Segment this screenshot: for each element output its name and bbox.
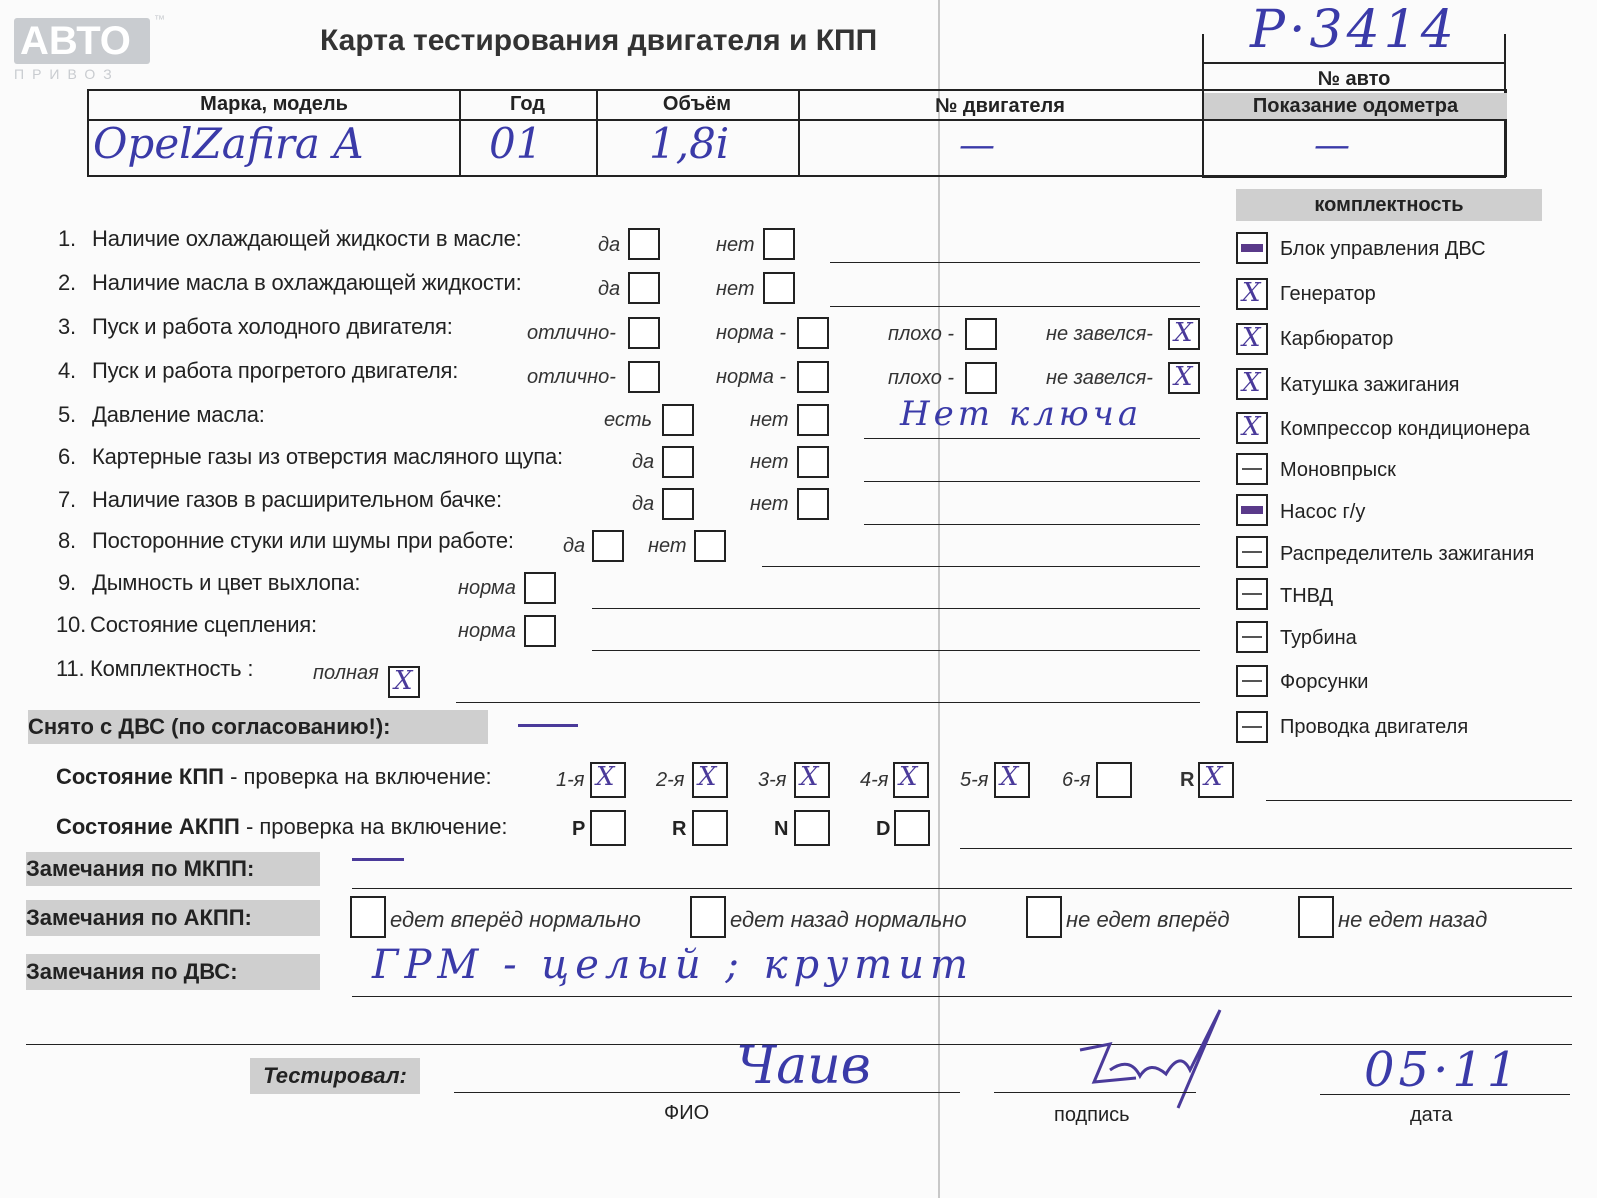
q11-polnaya-label: полная (313, 662, 379, 684)
komplekt-label-8: ТНВД (1280, 585, 1334, 607)
logo (14, 14, 165, 82)
q5-est-label: есть (604, 409, 653, 431)
q5-net-checkbox[interactable] (797, 404, 829, 436)
akpp-opt-0-checkbox[interactable] (350, 896, 386, 938)
gear-4-label: 4-я (860, 769, 889, 791)
gear-6-label: 6-я (1062, 769, 1091, 791)
q2-text: Наличие масла в охлаждающей жидкости: (92, 270, 522, 295)
q7-text: Наличие газов в расширительном бачке: (92, 487, 502, 512)
zam-mkpp-line (352, 888, 1572, 889)
q1-num: 1. (58, 226, 76, 251)
q1-net-checkbox[interactable] (763, 228, 795, 260)
komplekt-checkbox-4[interactable] (1236, 412, 1268, 444)
q3-ploho-checkbox[interactable] (965, 318, 997, 350)
q9-line (592, 608, 1200, 609)
komplekt-label-2: Карбюратор (1280, 328, 1394, 350)
q7-da-checkbox[interactable] (662, 488, 694, 520)
gear-2-label: 2-я (656, 769, 685, 791)
q3-otlichno-label: отлично- (527, 322, 616, 344)
q3-norma-checkbox[interactable] (797, 317, 829, 349)
q7-line (864, 524, 1200, 525)
gear-r-label: R (1180, 769, 1195, 791)
komplekt-label-0: Блок управления ДВС (1280, 238, 1486, 260)
q3-ne-zavelsya-label: не завелся- (1046, 323, 1153, 345)
fio-line (454, 1092, 960, 1093)
q8-line (762, 566, 1200, 567)
col-brand: Марка, модель (200, 93, 348, 115)
q3-text: Пуск и работа холодного двигателя: (92, 314, 453, 339)
komplekt-label-11: Проводка двигателя (1280, 716, 1469, 738)
page-title: Карта тестирования двигателя и КПП (320, 24, 878, 57)
akpp-label-bold: Состояние АКПП (56, 814, 240, 839)
logo-sub: ПРИВОЗ (14, 66, 120, 82)
kpp-line (1266, 800, 1572, 801)
q5-est-checkbox[interactable] (662, 404, 694, 436)
q4-text: Пуск и работа прогретого двигателя: (92, 358, 459, 383)
q10-text: Состояние сцепления: (90, 612, 317, 637)
akpp-opt-3-label: не едет назад (1338, 907, 1488, 932)
q6-line (864, 481, 1200, 482)
akpp-opt-0-label: едет вперёд нормально (390, 907, 641, 932)
komplekt-checkbox-9[interactable] (1236, 621, 1268, 653)
komplekt-checkbox-5[interactable] (1236, 453, 1268, 485)
q8-da-checkbox[interactable] (592, 530, 624, 562)
komplekt-checkbox-6[interactable] (1236, 494, 1268, 526)
q10-num: 10. (56, 612, 86, 637)
q9-norma-checkbox[interactable] (524, 572, 556, 604)
komplekt-label-10: Форсунки (1280, 671, 1369, 693)
card-number: P·3414 (1250, 0, 1458, 60)
komplekt-checkbox-10[interactable] (1236, 665, 1268, 697)
q5-num: 5. (58, 402, 76, 427)
q3-num: 3. (58, 314, 76, 339)
akpp-p-label: P (572, 818, 586, 840)
tested-label: Тестировал: (250, 1058, 420, 1094)
akpp-opt-1-checkbox[interactable] (690, 896, 726, 938)
q4-norma-checkbox[interactable] (797, 361, 829, 393)
col-volume: Объём (662, 93, 732, 115)
no-avto-label: № авто (1317, 68, 1391, 90)
q10-line (592, 650, 1200, 651)
q3-ne-zavelsya-checkbox[interactable] (1168, 318, 1200, 350)
komplekt-checkbox-11[interactable] (1236, 711, 1268, 743)
q4-ne-zavelsya-checkbox[interactable] (1168, 362, 1200, 394)
akpp-label (56, 814, 508, 840)
komplekt-label-6: Насос г/у (1280, 501, 1366, 523)
akpp-r-checkbox[interactable] (692, 810, 728, 846)
gear-2-checkbox[interactable] (692, 762, 728, 798)
akpp-d-label: D (876, 818, 891, 840)
col-engine-no: № двигателя (935, 95, 1065, 117)
signature (1070, 1000, 1230, 1110)
value-engine-no: — (959, 125, 995, 166)
q8-net-checkbox[interactable] (694, 530, 726, 562)
q9-norma-label: норма (458, 577, 516, 599)
q1-da-label: да (598, 234, 621, 256)
gear-6-checkbox[interactable] (1096, 762, 1132, 798)
gear-4-checkbox[interactable] (893, 762, 929, 798)
q8-text: Посторонние стуки или шумы при работе: (92, 528, 514, 553)
value-year: 01 (489, 119, 543, 168)
q4-ne-zavelsya-label: не завелся- (1046, 367, 1153, 389)
q4-otlichno-checkbox[interactable] (628, 361, 660, 393)
gear-5-checkbox[interactable] (994, 762, 1030, 798)
q6-net-label: нет (750, 451, 789, 473)
data-line (1320, 1094, 1570, 1095)
gear-1-checkbox[interactable] (590, 762, 626, 798)
value-odometer: — (1314, 125, 1350, 166)
q11-polnaya-checkbox[interactable] (388, 666, 420, 698)
komplekt-checkbox-2[interactable] (1236, 323, 1268, 355)
akpp-opt-1-label: едет назад нормально (730, 907, 967, 932)
q10-norma-checkbox[interactable] (524, 615, 556, 647)
q11-text: Комплектность : (90, 656, 254, 681)
gear-3-label: 3-я (758, 769, 787, 791)
q3-norma-label: норма - (716, 322, 787, 344)
zam-mkpp-dash (352, 858, 404, 861)
q7-num: 7. (58, 487, 76, 512)
q3-otlichno-checkbox[interactable] (628, 317, 660, 349)
komplekt-checkbox-7[interactable] (1236, 536, 1268, 568)
komplekt-title: комплектность (1236, 189, 1542, 221)
komplekt-checkbox-0[interactable] (1236, 232, 1268, 264)
komplekt-label-5: Моновпрыск (1280, 459, 1396, 481)
tester-name: Чаив (736, 1036, 871, 1096)
q2-net-checkbox[interactable] (763, 272, 795, 304)
fold-line (938, 0, 940, 1198)
q8-net-label: нет (648, 535, 687, 557)
zam-mkpp-label: Замечания по МКПП: (26, 852, 320, 886)
podpis-line (994, 1092, 1196, 1093)
snyato-label: Снято с ДВС (по согласованию!): (28, 710, 488, 744)
value-volume: 1,8i (649, 119, 730, 168)
q5-net-label: нет (750, 409, 789, 431)
q2-line (830, 306, 1200, 307)
akpp-opt-2-label: не едет вперёд (1066, 907, 1230, 932)
q9-num: 9. (58, 570, 76, 595)
q1-net-label: нет (716, 234, 755, 256)
data-label: дата (1410, 1104, 1453, 1126)
komplekt-label-7: Распределитель зажигания (1280, 543, 1535, 565)
komplekt-label-1: Генератор (1280, 283, 1376, 305)
gear-3-checkbox[interactable] (794, 762, 830, 798)
value-brand: OpelZafira A (93, 119, 364, 168)
akpp-label-rest: - проверка на включение: (239, 814, 508, 839)
zam-akpp-label: Замечания по АКПП: (26, 900, 320, 936)
komplekt-label-4: Компрессор кондиционера (1280, 418, 1530, 440)
kpp-label (56, 764, 492, 790)
q4-ploho-checkbox[interactable] (965, 362, 997, 394)
komplekt-checkbox-3[interactable] (1236, 368, 1268, 400)
q1-da-checkbox[interactable] (628, 228, 660, 260)
q10-norma-label: норма (458, 620, 516, 642)
q8-num: 8. (58, 528, 76, 553)
q3-ploho-label: плохо - (888, 323, 955, 345)
logo-main: АВТО (14, 18, 150, 64)
akpp-opt-2-checkbox[interactable] (1026, 896, 1062, 938)
akpp-opt-3-checkbox[interactable] (1298, 896, 1334, 938)
gear-5-label: 5-я (960, 769, 989, 791)
q4-otlichno-label: отлично- (527, 366, 616, 388)
akpp-n-label: N (774, 818, 789, 840)
akpp-line (960, 848, 1572, 849)
q2-da-checkbox[interactable] (628, 272, 660, 304)
q2-num: 2. (58, 270, 76, 295)
col-year: Год (510, 93, 545, 115)
q6-num: 6. (58, 444, 76, 469)
q4-norma-label: норма - (716, 366, 787, 388)
q1-line (830, 262, 1200, 263)
podpis-label: подпись (1054, 1104, 1130, 1126)
dvs-note: ГРМ - целый ; крутит (372, 942, 974, 988)
gear-1-label: 1-я (556, 769, 585, 791)
q6-text: Картерные газы из отверстия масляного щупа: (92, 444, 563, 469)
q9-text: Дымность и цвет выхлопа: (92, 570, 361, 595)
q4-num: 4. (58, 358, 76, 383)
q11-line (456, 702, 1200, 703)
q6-net-checkbox[interactable] (797, 446, 829, 478)
q7-net-label: нет (750, 493, 789, 515)
date-value: 05·11 (1364, 1042, 1522, 1098)
akpp-d-checkbox[interactable] (894, 810, 930, 846)
akpp-r-label: R (672, 818, 687, 840)
snyato-dash (518, 724, 578, 727)
q2-net-label: нет (716, 278, 755, 300)
akpp-n-checkbox[interactable] (794, 810, 830, 846)
q11-num: 11. (56, 656, 85, 681)
logo-tm: ™ (154, 14, 165, 26)
komplekt-label-3: Катушка зажигания (1280, 374, 1460, 396)
col-odometer: Показание одометра (1204, 93, 1507, 119)
zam-dvs-label: Замечания по ДВС: (26, 954, 320, 990)
q5-text: Давление масла: (92, 402, 265, 427)
komplekt-checkbox-1[interactable] (1236, 278, 1268, 310)
q7-da-label: да (632, 493, 655, 515)
q5-note: Нет ключа (900, 394, 1143, 434)
header-table (87, 89, 1507, 177)
kpp-label-bold: Состояние КПП (56, 764, 224, 789)
q5-line (864, 438, 1200, 439)
fio-label: ФИО (664, 1102, 710, 1124)
zam-dvs-line (352, 996, 1572, 997)
q6-da-label: да (632, 451, 655, 473)
q4-ploho-label: плохо - (888, 367, 955, 389)
gear-r-checkbox[interactable] (1198, 762, 1234, 798)
q6-da-checkbox[interactable] (662, 446, 694, 478)
q8-da-label: да (563, 535, 586, 557)
q2-da-label: да (598, 278, 621, 300)
kpp-label-rest: - проверка на включение: (223, 764, 492, 789)
akpp-p-checkbox[interactable] (590, 810, 626, 846)
komplekt-checkbox-8[interactable] (1236, 578, 1268, 610)
komplekt-label-9: Турбина (1280, 627, 1357, 649)
q7-net-checkbox[interactable] (797, 488, 829, 520)
q1-text: Наличие охлаждающей жидкости в масле: (92, 226, 522, 251)
